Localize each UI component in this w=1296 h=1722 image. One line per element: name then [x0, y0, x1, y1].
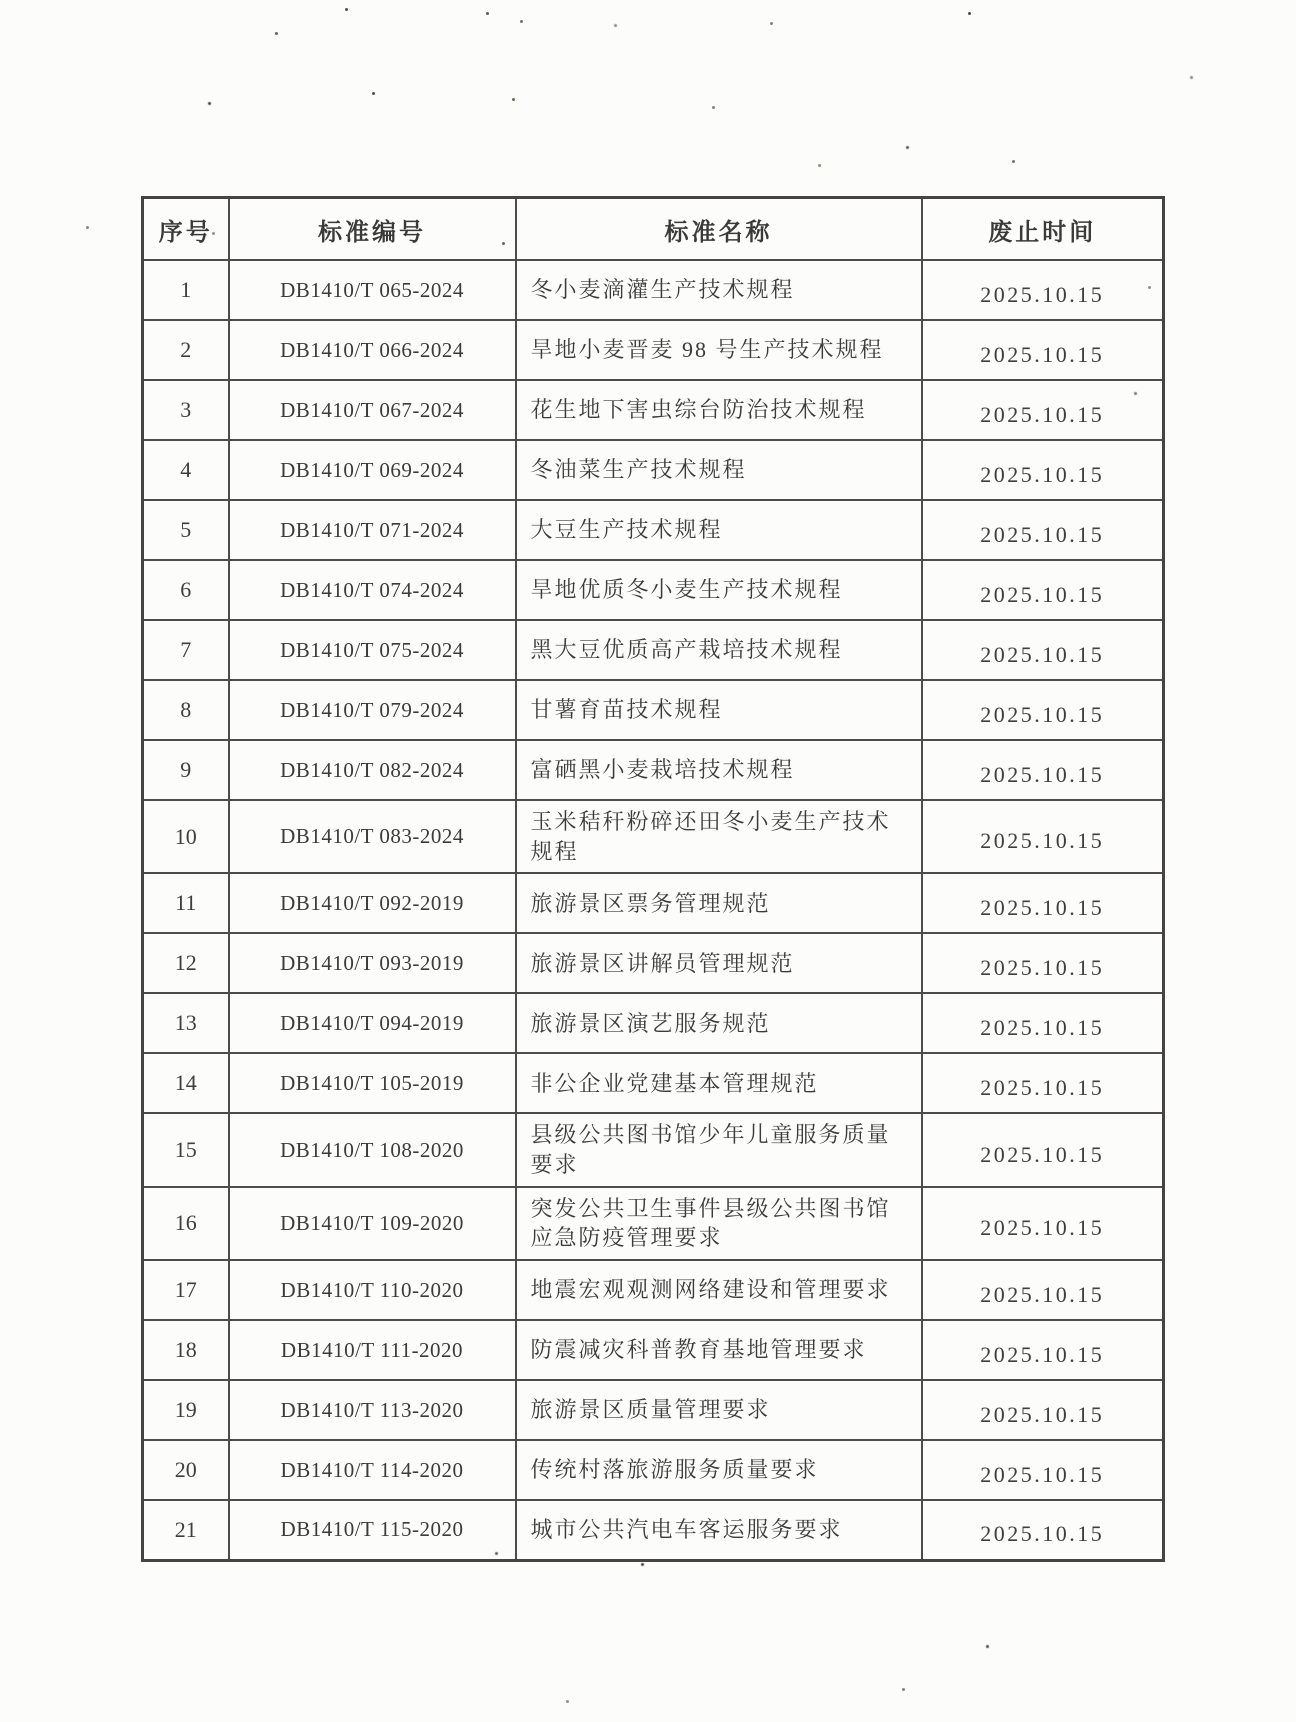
cell-abolish-date: 2025.10.15	[922, 260, 1164, 320]
table-row	[143, 740, 1164, 800]
cell-standard-code: DB1410/T 082-2024	[229, 740, 516, 800]
table-row	[143, 320, 1164, 380]
cell-standard-code: DB1410/T 094-2019	[229, 993, 516, 1053]
cell-serial-number: 4	[143, 440, 229, 500]
cell-standard-code: DB1410/T 067-2024	[229, 380, 516, 440]
table-row	[143, 560, 1164, 620]
cell-serial-number: 17	[143, 1260, 229, 1320]
cell-abolish-date: 2025.10.15	[922, 740, 1164, 800]
cell-serial-number: 21	[143, 1500, 229, 1560]
cell-serial-number: 20	[143, 1440, 229, 1500]
cell-abolish-date: 2025.10.15	[922, 1500, 1164, 1560]
table-row	[143, 380, 1164, 440]
table-row	[143, 933, 1164, 993]
cell-abolish-date: 2025.10.15	[922, 933, 1164, 993]
cell-standard-code: DB1410/T 113-2020	[229, 1380, 516, 1440]
cell-standard-code: DB1410/T 074-2024	[229, 560, 516, 620]
cell-abolish-date: 2025.10.15	[922, 320, 1164, 380]
cell-standard-code: DB1410/T 083-2024	[229, 800, 516, 873]
table-row	[143, 1187, 1164, 1260]
cell-serial-number: 8	[143, 680, 229, 740]
cell-abolish-date: 2025.10.15	[922, 1440, 1164, 1500]
cell-standard-name: 地震宏观观测网络建设和管理要求	[516, 1260, 922, 1320]
header-standard-name: 标准名称	[516, 198, 922, 261]
header-standard-code: 标准编号	[229, 198, 516, 261]
table-row	[143, 1380, 1164, 1440]
cell-standard-name: 非公企业党建基本管理规范	[516, 1053, 922, 1113]
cell-standard-name: 防震减灾科普教育基地管理要求	[516, 1320, 922, 1380]
cell-standard-name: 城市公共汽电车客运服务要求	[516, 1500, 922, 1560]
table-row	[143, 680, 1164, 740]
cell-standard-name: 大豆生产技术规程	[516, 500, 922, 560]
cell-standard-code: DB1410/T 105-2019	[229, 1053, 516, 1113]
standards-abolishment-table	[141, 196, 1165, 1562]
cell-abolish-date: 2025.10.15	[922, 500, 1164, 560]
cell-abolish-date: 2025.10.15	[922, 1187, 1164, 1260]
table-row	[143, 500, 1164, 560]
cell-standard-code: DB1410/T 114-2020	[229, 1440, 516, 1500]
cell-serial-number: 2	[143, 320, 229, 380]
cell-standard-name: 县级公共图书馆少年儿童服务质量要求	[516, 1113, 922, 1186]
cell-serial-number: 6	[143, 560, 229, 620]
table-row	[143, 1260, 1164, 1320]
table-body	[143, 260, 1164, 1560]
cell-standard-name: 花生地下害虫综台防治技术规程	[516, 380, 922, 440]
cell-standard-code: DB1410/T 075-2024	[229, 620, 516, 680]
cell-abolish-date: 2025.10.15	[922, 1320, 1164, 1380]
table-row	[143, 260, 1164, 320]
cell-serial-number: 12	[143, 933, 229, 993]
cell-standard-name: 突发公共卫生事件县级公共图书馆 应急防疫管理要求	[516, 1187, 922, 1260]
cell-standard-name: 冬小麦滴灌生产技术规程	[516, 260, 922, 320]
cell-serial-number: 18	[143, 1320, 229, 1380]
cell-serial-number: 1	[143, 260, 229, 320]
cell-serial-number: 11	[143, 873, 229, 933]
cell-standard-name: 传统村落旅游服务质量要求	[516, 1440, 922, 1500]
table-row	[143, 993, 1164, 1053]
cell-abolish-date: 2025.10.15	[922, 873, 1164, 933]
cell-standard-code: DB1410/T 065-2024	[229, 260, 516, 320]
cell-abolish-date: 2025.10.15	[922, 680, 1164, 740]
cell-abolish-date: 2025.10.15	[922, 440, 1164, 500]
cell-standard-code: DB1410/T 115-2020	[229, 1500, 516, 1560]
cell-standard-name: 旱地小麦晋麦 98 号生产技术规程	[516, 320, 922, 380]
cell-serial-number: 7	[143, 620, 229, 680]
cell-abolish-date: 2025.10.15	[922, 1113, 1164, 1186]
cell-standard-name: 旅游景区质量管理要求	[516, 1380, 922, 1440]
cell-abolish-date: 2025.10.15	[922, 560, 1164, 620]
cell-standard-code: DB1410/T 092-2019	[229, 873, 516, 933]
table-row	[143, 800, 1164, 873]
cell-abolish-date: 2025.10.15	[922, 1260, 1164, 1320]
cell-standard-code: DB1410/T 093-2019	[229, 933, 516, 993]
cell-serial-number: 14	[143, 1053, 229, 1113]
table-row	[143, 1113, 1164, 1186]
table-row	[143, 1053, 1164, 1113]
table-row	[143, 873, 1164, 933]
cell-standard-code: DB1410/T 109-2020	[229, 1187, 516, 1260]
cell-abolish-date: 2025.10.15	[922, 380, 1164, 440]
cell-abolish-date: 2025.10.15	[922, 1380, 1164, 1440]
cell-standard-code: DB1410/T 110-2020	[229, 1260, 516, 1320]
cell-standard-name: 甘薯育苗技术规程	[516, 680, 922, 740]
cell-standard-name: 富硒黑小麦栽培技术规程	[516, 740, 922, 800]
cell-serial-number: 19	[143, 1380, 229, 1440]
table-row	[143, 1440, 1164, 1500]
cell-standard-name: 旅游景区演艺服务规范	[516, 993, 922, 1053]
cell-standard-name: 黑大豆优质高产栽培技术规程	[516, 620, 922, 680]
cell-abolish-date: 2025.10.15	[922, 993, 1164, 1053]
cell-abolish-date: 2025.10.15	[922, 620, 1164, 680]
table-header-row	[143, 198, 1164, 261]
cell-serial-number: 9	[143, 740, 229, 800]
cell-standard-name: 玉米秸秆粉碎还田冬小麦生产技术规程	[516, 800, 922, 873]
cell-standard-code: DB1410/T 071-2024	[229, 500, 516, 560]
cell-standard-name: 旱地优质冬小麦生产技术规程	[516, 560, 922, 620]
cell-serial-number: 3	[143, 380, 229, 440]
table-row	[143, 620, 1164, 680]
cell-serial-number: 10	[143, 800, 229, 873]
header-abolish-date: 废止时间	[922, 198, 1164, 261]
cell-standard-code: DB1410/T 066-2024	[229, 320, 516, 380]
table-row	[143, 440, 1164, 500]
cell-standard-code: DB1410/T 111-2020	[229, 1320, 516, 1380]
cell-serial-number: 5	[143, 500, 229, 560]
table-row	[143, 1500, 1164, 1560]
table-row	[143, 1320, 1164, 1380]
cell-abolish-date: 2025.10.15	[922, 800, 1164, 873]
header-serial-number: 序号	[143, 198, 229, 261]
cell-standard-name: 旅游景区讲解员管理规范	[516, 933, 922, 993]
cell-standard-code: DB1410/T 079-2024	[229, 680, 516, 740]
cell-abolish-date: 2025.10.15	[922, 1053, 1164, 1113]
cell-standard-code: DB1410/T 108-2020	[229, 1113, 516, 1186]
cell-serial-number: 16	[143, 1187, 229, 1260]
cell-standard-code: DB1410/T 069-2024	[229, 440, 516, 500]
cell-serial-number: 13	[143, 993, 229, 1053]
cell-serial-number: 15	[143, 1113, 229, 1186]
cell-standard-name: 旅游景区票务管理规范	[516, 873, 922, 933]
cell-standard-name: 冬油菜生产技术规程	[516, 440, 922, 500]
